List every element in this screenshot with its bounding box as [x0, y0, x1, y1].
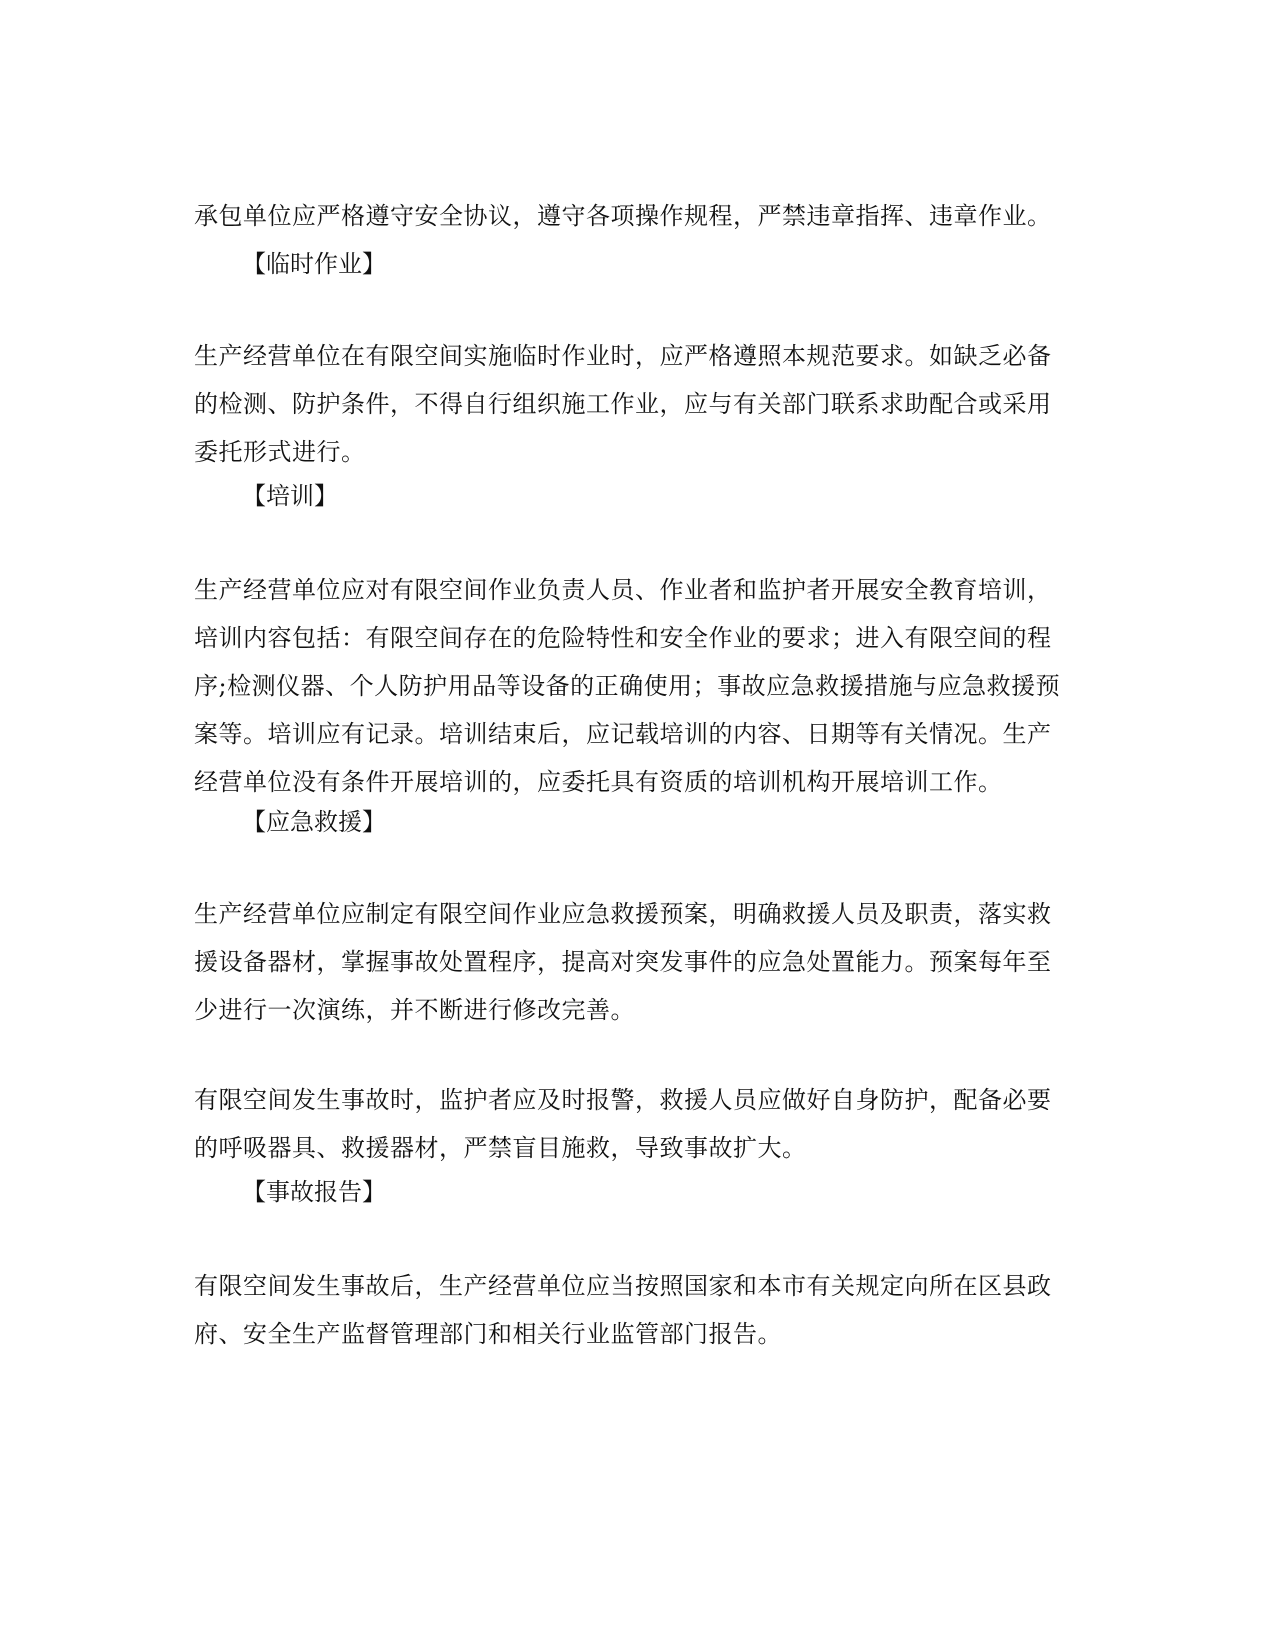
text-line: 生产经营单位应制定有限空间作业应急救援预案，明确救援人员及职责，落实救	[194, 900, 1052, 928]
paragraph-temporary-work	[194, 332, 1094, 476]
text-line: 府、安全生产监督管理部门和相关行业监管部门报告。	[194, 1320, 782, 1348]
text-line: 有限空间发生事故时，监护者应及时报警，救援人员应做好自身防护，配备必要	[194, 1086, 1052, 1114]
text-line: 经营单位没有条件开展培训的，应委托具有资质的培训机构开展培训工作。	[194, 768, 1003, 796]
paragraph-accident-response	[194, 1076, 1094, 1172]
text-line: 生产经营单位应对有限空间作业负责人员、作业者和监护者开展安全教育培训，	[194, 576, 1052, 604]
text-line: 序;检测仪器、个人防护用品等设备的正确使用；事故应急救援措施与应急救援预	[194, 672, 1061, 700]
section-heading-temporary-work: 【临时作业】	[242, 250, 386, 278]
paragraph-emergency-plan	[194, 890, 1094, 1034]
paragraph-accident-report	[194, 1262, 1094, 1358]
text-line: 培训内容包括：有限空间存在的危险特性和安全作业的要求；进入有限空间的程	[194, 624, 1052, 652]
text-line: 有限空间发生事故后，生产经营单位应当按照国家和本市有关规定向所在区县政	[194, 1272, 1052, 1300]
text-line: 的检测、防护条件，不得自行组织施工作业，应与有关部门联系求助配合或采用	[194, 390, 1052, 418]
text-line: 援设备器材，掌握事故处置程序，提高对突发事件的应急处置能力。预案每年至	[194, 948, 1052, 976]
text-line: 生产经营单位在有限空间实施临时作业时，应严格遵照本规范要求。如缺乏必备	[194, 342, 1052, 370]
section-heading-emergency-rescue: 【应急救援】	[242, 808, 386, 836]
paragraph-contractor-safety	[194, 192, 1094, 240]
text-line: 的呼吸器具、救援器材，严禁盲目施救，导致事故扩大。	[194, 1134, 807, 1162]
text-line: 少进行一次演练，并不断进行修改完善。	[194, 996, 635, 1024]
text-line: 案等。培训应有记录。培训结束后，应记载培训的内容、日期等有关情况。生产	[194, 720, 1052, 748]
section-heading-accident-report: 【事故报告】	[242, 1178, 386, 1206]
section-heading-training: 【培训】	[242, 482, 338, 510]
text-line: 承包单位应严格遵守安全协议，遵守各项操作规程，严禁违章指挥、违章作业。	[194, 202, 1052, 230]
text-line: 委托形式进行。	[194, 438, 366, 466]
paragraph-training	[194, 566, 1094, 806]
